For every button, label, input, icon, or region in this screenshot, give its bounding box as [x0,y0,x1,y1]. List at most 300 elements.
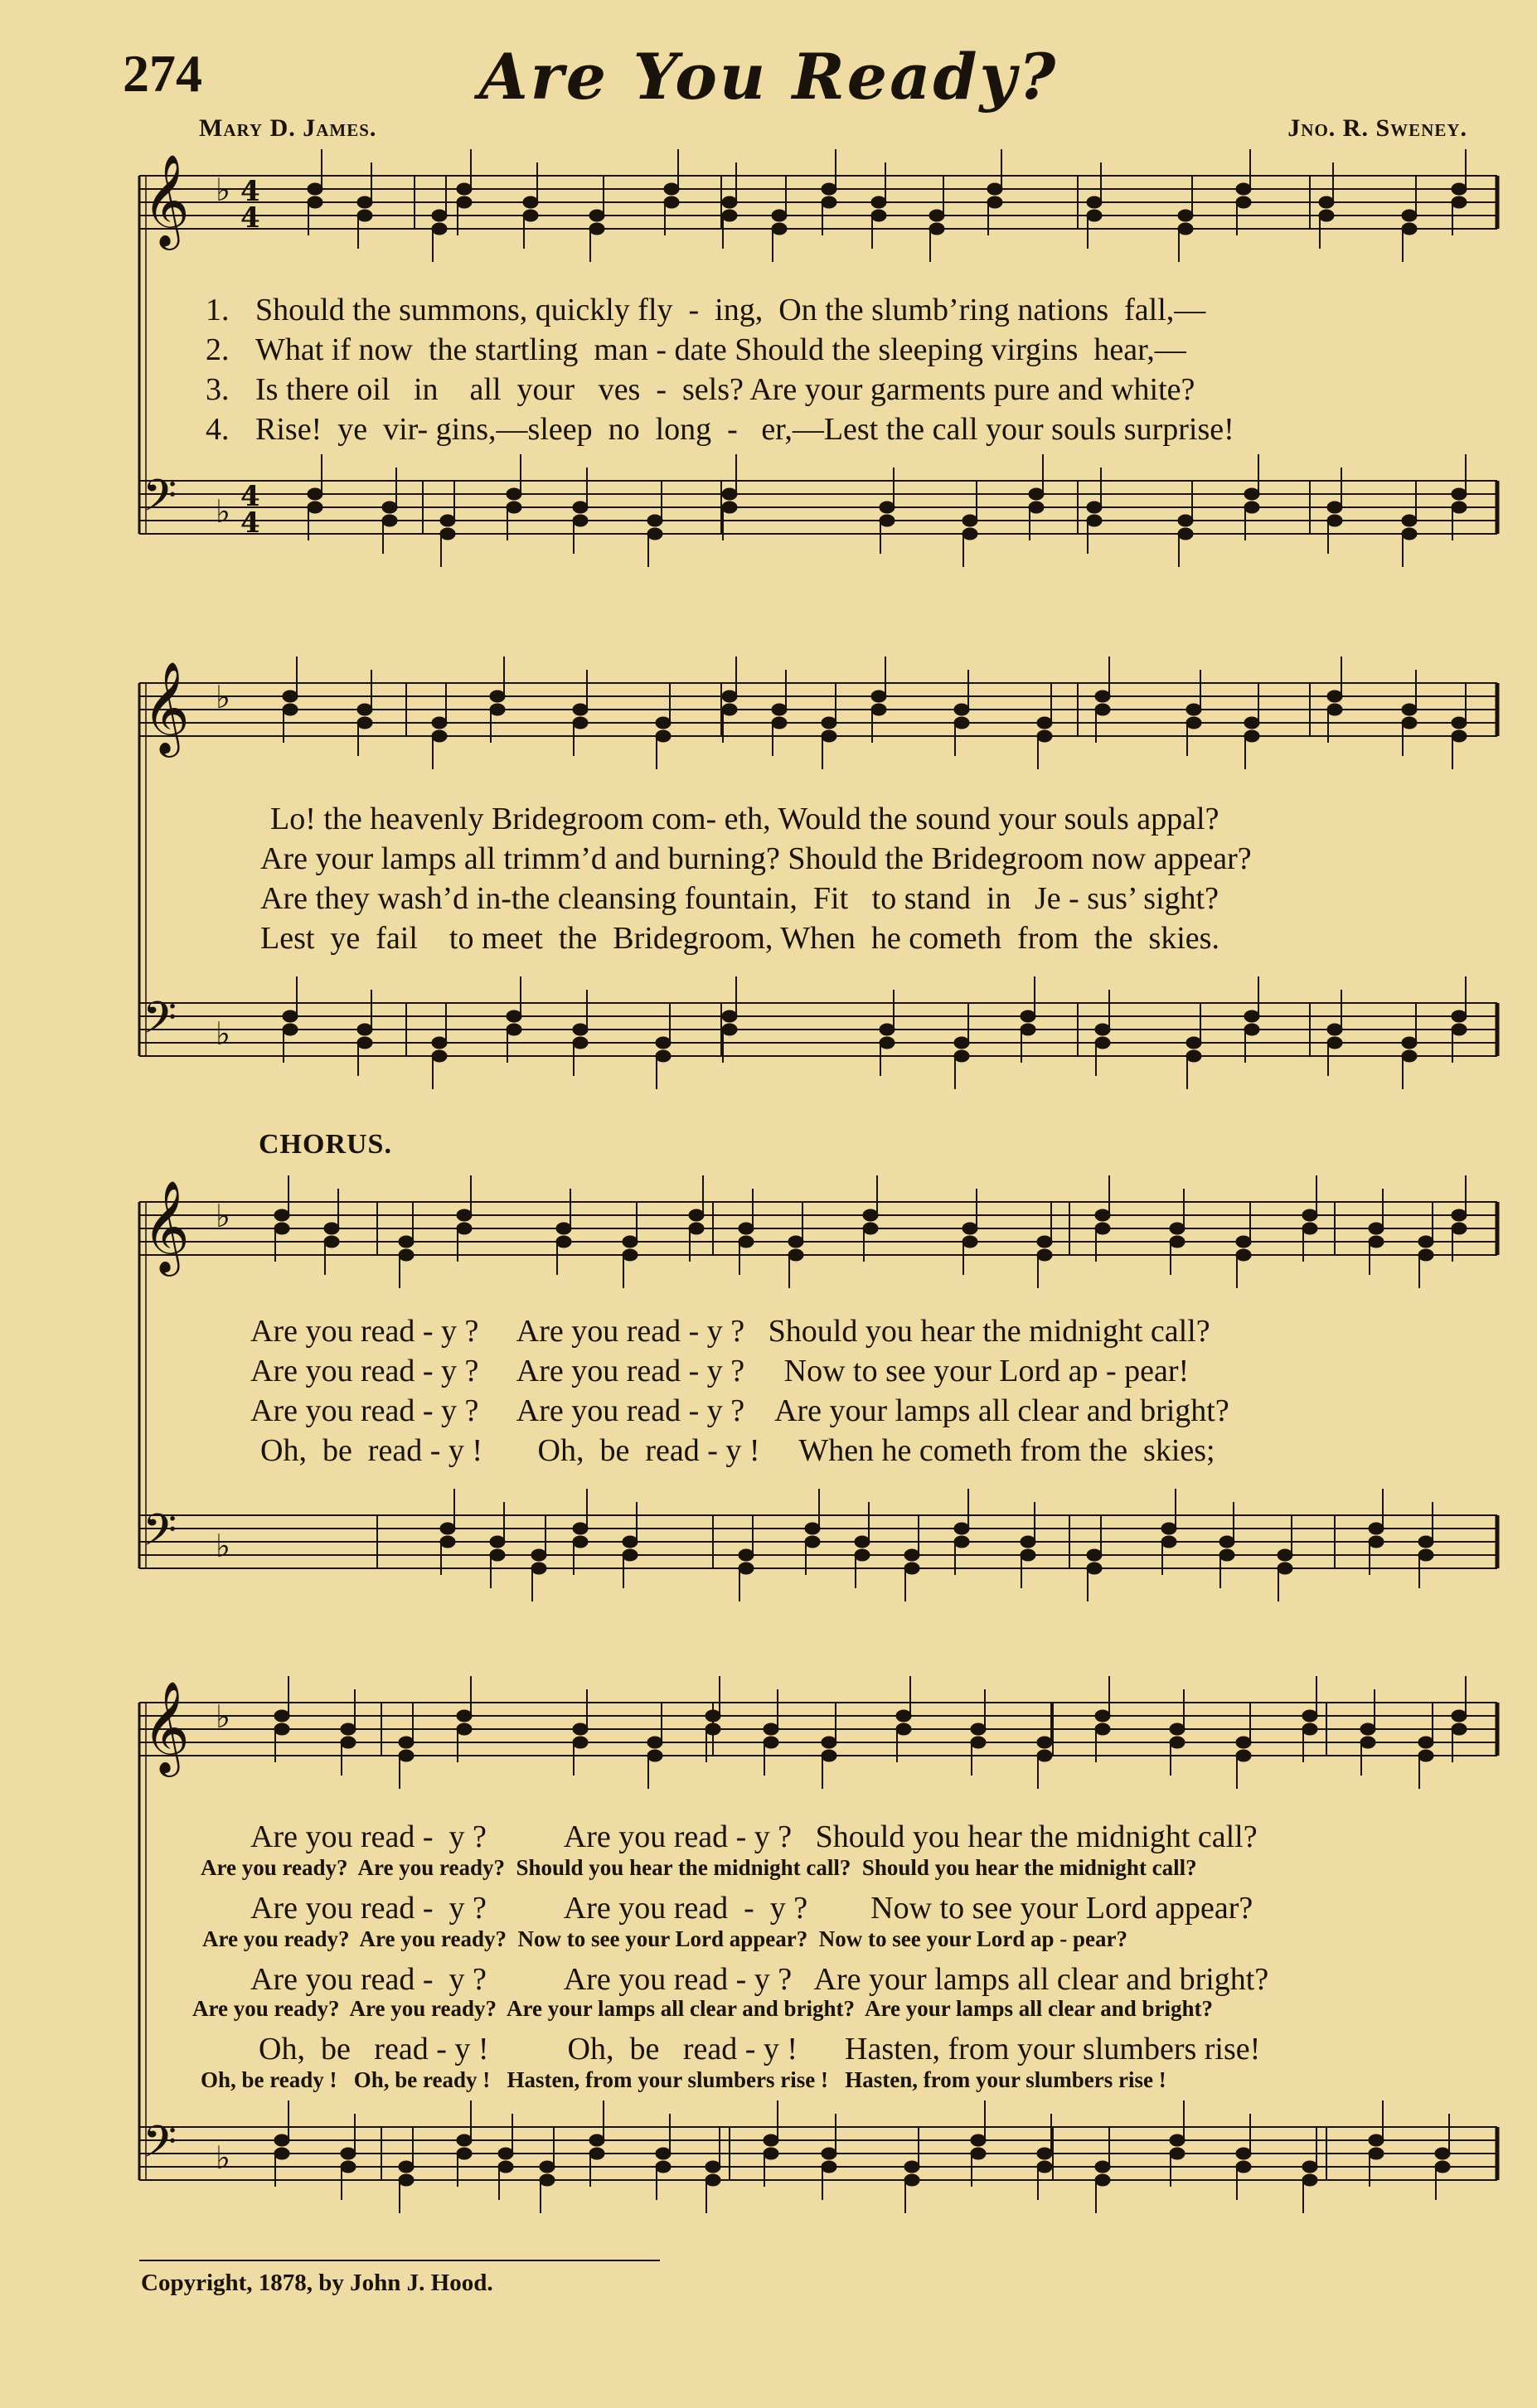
note-head [822,717,836,729]
echo-4: Oh, be ready ! Oh, be ready ! Hasten, from your slumbers rise ! Hasten, from your slumbers rise ! [201,2067,1166,2092]
flat-icon: ♭ [216,2139,230,2176]
note-head [1302,1710,1317,1722]
note-head [1452,1010,1467,1022]
note-head [929,223,944,235]
note-head [1095,1223,1110,1234]
note-head [1360,1723,1375,1735]
note-head [1452,196,1467,208]
note-head [971,1737,986,1748]
time-signature-denominator: 4 [240,201,260,235]
chorus-3-line-b: Are you read - y ? Are you read - y ? Are your lamps all clear and bright? [250,1962,1269,1997]
note-head [1369,2148,1384,2159]
note-head [1327,515,1342,526]
verse-number: 2. [206,332,230,367]
note-head [490,1549,505,1561]
note-head [1402,704,1417,715]
note-head [556,1236,571,1248]
note-head [1095,704,1110,715]
note-head [507,488,521,500]
note-head [1302,1223,1317,1234]
note-head [1021,1010,1035,1022]
note-head [656,2161,671,2173]
note-head [705,1710,720,1722]
note-head [822,730,836,742]
note-head [1369,1236,1384,1248]
time-signature-numerator: 4 [240,480,260,513]
note-head [1161,1536,1176,1548]
copyright-notice: Copyright, 1878, by John J. Hood. [141,2270,493,2296]
note-head [987,196,1002,208]
verse-4-line-b: Lest ye fail to meet the Bridegroom, When he cometh from the skies. [260,921,1219,956]
note-head [274,1223,289,1234]
note-head [399,2161,414,2173]
note-head [1095,1710,1110,1722]
note-head [440,1523,455,1534]
note-head [1037,717,1052,729]
note-head [1219,1549,1234,1561]
note-head [507,501,521,513]
note-head [1452,1209,1467,1221]
note-head [573,1523,588,1534]
note-head [1327,690,1342,702]
treble-clef-icon: 𝄞 [143,1180,190,1272]
note-head [1244,501,1259,513]
chorus-2-line-b: Are you read - y ? Are you read - y ? Now to see your Lord appear? [250,1891,1253,1926]
note-head [1095,1723,1110,1735]
flat-icon: ♭ [216,493,230,530]
composer-credit: Jno. R. Sweney. [1287,114,1467,142]
note-head [498,2148,513,2159]
note-head [1452,730,1467,742]
note-head [573,704,588,715]
echo-3: Are you ready? Are you ready? Are your lamps all clear and bright? Are your lamps all clear and bright? [192,1996,1214,2021]
note-head [498,2161,513,2173]
note-head [341,2161,356,2173]
note-head [1327,1024,1342,1035]
note-head [1319,196,1334,208]
note-head [490,690,505,702]
note-head [739,1236,754,1248]
note-head [1170,1236,1185,1248]
note-head [1029,501,1044,513]
note-head [1170,2134,1185,2146]
note-head [1037,730,1052,742]
note-head [722,1010,737,1022]
note-head [1435,2161,1450,2173]
note-head [954,1050,969,1062]
note-head [1170,1223,1185,1234]
note-head [954,1037,969,1049]
note-head [954,1536,969,1548]
time-signature-denominator: 4 [240,506,260,540]
note-head [357,1024,372,1035]
note-head [308,183,322,195]
copyright-rule [139,2260,660,2261]
note-head [1236,1236,1251,1248]
flat-icon: ♭ [216,1015,230,1052]
note-head [772,210,787,221]
note-head [1278,1549,1292,1561]
note-head [880,1037,895,1049]
note-head [971,1723,986,1735]
note-head [664,183,679,195]
note-head [1037,1236,1052,1248]
note-head [962,1223,977,1234]
note-head [573,1536,588,1548]
note-head [664,196,679,208]
note-head [739,1549,754,1561]
note-head [523,210,538,221]
note-head [440,1536,455,1548]
verse-text: What if now the startling man - date Should the sleeping virgins hear,— [255,332,1186,367]
note-head [1037,1737,1052,1748]
note-head [954,1523,969,1534]
note-head [357,196,372,208]
note-head [589,223,604,235]
chorus-4-line-b: Oh, be read - y ! Oh, be read - y ! Hasten, from your slumbers rise! [259,2032,1261,2066]
note-head [308,196,322,208]
note-head [896,1710,911,1722]
note-head [1236,1249,1251,1261]
note-head [1236,2148,1251,2159]
note-head [324,1236,339,1248]
note-head [722,690,737,702]
note-head [324,1223,339,1234]
note-head [573,501,588,513]
note-head [962,1236,977,1248]
note-head [871,704,886,715]
verse-number: 4. [206,412,230,447]
note-head [274,1710,289,1722]
note-head [647,1737,662,1748]
note-head [1186,704,1201,715]
note-head [531,1549,546,1561]
note-head [896,1723,911,1735]
note-head [1095,1037,1110,1049]
note-head [457,1710,472,1722]
note-head [1452,501,1467,513]
note-head [788,1236,803,1248]
note-head [1452,1223,1467,1234]
note-head [1244,1010,1259,1022]
flat-icon: ♭ [216,1528,230,1564]
verse-1-line-a [206,292,1205,328]
note-head [1087,515,1102,526]
verse-3-line-a [206,371,1195,408]
note-head [1278,1563,1292,1574]
note-head [507,1024,521,1035]
note-head [656,1037,671,1049]
note-head [274,2134,289,2146]
note-head [822,183,836,195]
note-head [822,2148,836,2159]
note-head [1402,528,1417,540]
note-head [880,515,895,526]
verse-3-line-b: Are they wash’d in-the cleansing fountain, Fit to stand in Je - sus’ sight? [260,881,1219,916]
verse-text: Is there oil in all your ves - sels? Are your garments pure and white? [255,372,1195,407]
note-head [1178,210,1193,221]
note-head [1360,1737,1375,1748]
note-head [382,501,397,513]
note-head [647,528,662,540]
bass-clef-icon: 𝄢 [143,471,177,532]
note-head [929,210,944,221]
note-head [1327,1037,1342,1049]
note-head [457,196,472,208]
note-head [490,1536,505,1548]
note-head [1087,196,1102,208]
bass-clef-icon: 𝄢 [143,993,177,1054]
note-head [871,196,886,208]
note-head [1452,488,1467,500]
verse-4-line-a [206,411,1234,448]
note-head [341,2148,356,2159]
note-head [274,2148,289,2159]
note-head [457,2134,472,2146]
note-head [283,1024,298,1035]
note-head [880,1024,895,1035]
note-head [440,528,455,540]
note-head [490,704,505,715]
note-head [1021,1549,1035,1561]
note-head [531,1563,546,1574]
note-head [589,210,604,221]
note-head [1327,501,1342,513]
note-head [1037,1750,1052,1761]
echo-1: Are you ready? Are you ready? Should you hear the midnight call? Should you hear the midnight call? [201,1855,1197,1880]
note-head [457,1723,472,1735]
page-number: 274 [123,44,202,103]
note-head [1170,1723,1185,1735]
lyricist-credit: Mary D. James. [199,114,377,142]
note-head [722,210,737,221]
note-head [308,488,322,500]
note-head [1418,1236,1433,1248]
note-head [1161,1523,1176,1534]
note-head [399,1750,414,1761]
note-head [1402,1037,1417,1049]
note-head [507,1010,521,1022]
note-head [822,2161,836,2173]
note-head [1095,2161,1110,2173]
note-head [274,1723,289,1735]
note-head [556,1223,571,1234]
note-head [1327,704,1342,715]
note-head [623,1536,638,1548]
note-head [647,515,662,526]
note-head [1236,1737,1251,1748]
note-head [432,730,447,742]
note-head [432,223,447,235]
note-head [1302,2174,1317,2186]
note-head [1095,1209,1110,1221]
note-head [739,1563,754,1574]
verse-1-line-b: Lo! the heavenly Bridegroom com- eth, Would the sound your souls appal? [270,802,1219,836]
note-head [283,704,298,715]
note-head [1087,1549,1102,1561]
note-head [1021,1536,1035,1548]
note-head [1186,1037,1201,1049]
note-head [1087,210,1102,221]
note-head [1402,1050,1417,1062]
note-head [589,2134,604,2146]
note-head [822,1750,836,1761]
note-head [656,717,671,729]
bass-clef-icon: 𝄢 [143,2117,177,2178]
note-head [871,210,886,221]
note-head [1170,1737,1185,1748]
note-head [1236,196,1251,208]
time-signature-numerator: 4 [240,175,260,208]
note-head [1186,717,1201,729]
note-head [722,501,737,513]
note-head [1244,730,1259,742]
note-head [1186,1050,1201,1062]
note-head [357,717,372,729]
note-head [764,1737,778,1748]
chorus-1-line-a: Are you read - y ? Are you read - y ? Should you hear the midnight call? [250,1314,1210,1349]
note-head [705,2174,720,2186]
note-head [772,717,787,729]
note-head [432,210,447,221]
verse-text: Should the summons, quickly fly - ing, On the slumb’ring nations fall,— [255,293,1206,327]
note-head [1402,210,1417,221]
note-head [772,704,787,715]
note-head [1037,2161,1052,2173]
note-head [904,2174,919,2186]
note-head [341,1723,356,1735]
note-head [1095,690,1110,702]
note-head [1236,183,1251,195]
note-head [457,1209,472,1221]
note-head [1244,488,1259,500]
note-head [788,1249,803,1261]
verse-text: Rise! ye vir- gins,—sleep no long - er,—Lest the call your souls surprise! [255,412,1234,447]
note-head [1095,2174,1110,2186]
note-head [764,2148,778,2159]
note-head [399,1249,414,1261]
note-head [1302,1209,1317,1221]
note-head [1095,1024,1110,1035]
note-head [341,1737,356,1748]
note-head [1302,1723,1317,1735]
note-head [623,1249,638,1261]
note-head [1178,528,1193,540]
note-head [357,704,372,715]
note-head [357,210,372,221]
verse-2-line-a [206,332,1186,368]
note-head [573,1723,588,1735]
note-head [432,1050,447,1062]
note-head [772,223,787,235]
note-head [357,1037,372,1049]
note-head [1037,2148,1052,2159]
treble-clef-icon: 𝄞 [143,1680,190,1773]
flat-icon: ♭ [216,1198,230,1234]
note-head [432,1037,447,1049]
note-head [382,515,397,526]
verse-2-line-b: Are your lamps all trimm’d and burning? Should the Bridegroom now appear? [260,841,1252,876]
note-head [1178,515,1193,526]
note-head [623,1236,638,1248]
note-head [962,515,977,526]
note-head [308,501,322,513]
note-head [1087,1563,1102,1574]
note-head [904,1549,919,1561]
note-head [623,1549,638,1561]
note-head [904,2161,919,2173]
note-head [540,2161,555,2173]
note-head [1219,1536,1234,1548]
verse-number: 3. [206,372,230,407]
note-head [822,196,836,208]
note-head [399,2174,414,2186]
note-head [399,1236,414,1248]
note-head [1452,717,1467,729]
note-head [1021,1024,1035,1035]
note-head [739,1223,754,1234]
note-head [1418,1750,1433,1761]
note-head [1037,1249,1052,1261]
echo-2: Are you ready? Are you ready? Now to see your Lord appear? Now to see your Lord ap - pear? [202,1926,1127,1951]
note-head [283,690,298,702]
note-head [399,1737,414,1748]
note-head [1402,223,1417,235]
note-head [1418,1737,1433,1748]
note-head [863,1209,878,1221]
chorus-label: CHORUS. [259,1129,392,1160]
note-head [1369,1523,1384,1534]
note-head [1418,1549,1433,1561]
note-head [722,1024,737,1035]
note-head [689,1209,704,1221]
note-head [589,2148,604,2159]
note-head [573,515,588,526]
note-head [822,1737,836,1748]
note-head [1452,1723,1467,1735]
note-head [880,501,895,513]
note-head [863,1223,878,1234]
verse-number: 1. [206,293,230,327]
bass-clef-icon: 𝄢 [143,1505,177,1567]
note-head [1319,210,1334,221]
note-head [1236,2161,1251,2173]
treble-clef-icon: 𝄞 [143,153,190,246]
note-head [656,730,671,742]
note-head [689,1223,704,1234]
note-head [805,1536,820,1548]
note-head [1302,2161,1317,2173]
note-head [705,1723,720,1735]
note-head [1435,2148,1450,2159]
note-head [1402,717,1417,729]
note-head [457,183,472,195]
note-head [962,528,977,540]
flat-icon: ♭ [216,1698,230,1735]
note-head [971,2134,986,2146]
note-head [283,1010,298,1022]
note-head [1452,183,1467,195]
note-head [523,196,538,208]
note-head [855,1536,870,1548]
note-head [440,515,455,526]
note-head [987,183,1002,195]
note-head [656,2148,671,2159]
note-head [274,1209,289,1221]
flat-icon: ♭ [216,172,230,208]
note-head [971,2148,986,2159]
note-head [647,1750,662,1761]
